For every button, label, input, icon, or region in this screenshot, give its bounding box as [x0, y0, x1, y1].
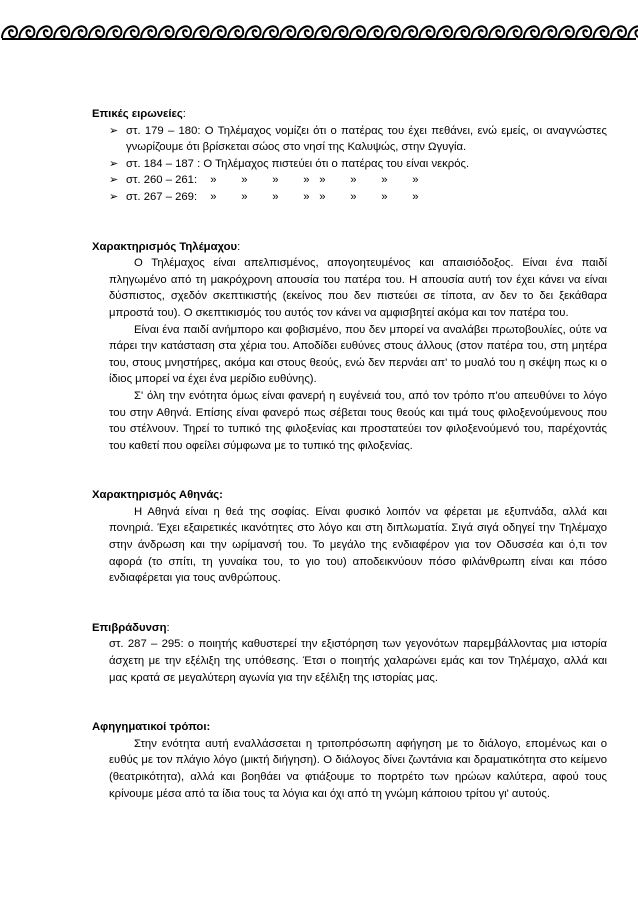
- wave-scroll-icon: [176, 26, 191, 38]
- paragraph: Η Αθηνά είναι η θεά της σοφίας. Είναι φυσικό λοιπόν να φέρεται με εξυπνάδα, αλλά και πονηριά. Έχει εξαιρετικές ικανότητες στο λόγο και στη διπλωματία. Σιγά σιγά οδηγεί την Τηλέμαχο στην άνδρωση και την ωρίμανσή του. Το μεγάλο της ενδιαφέρον για τον Οδυσσέα και ό,τι τον αφορά (το σπίτι, τη γυναίκα του, το γιο του) αποδεικνύουν πόσο φιλάνθρωπη είναι και πόσο ενδιαφέρεται για τους ανθρώπους.: [109, 505, 607, 585]
- wave-scroll-icon: [559, 26, 574, 38]
- wave-scroll-icon: [541, 26, 556, 38]
- wave-scroll-icon: [576, 26, 591, 38]
- wave-scroll-icon: [141, 26, 156, 38]
- wave-scroll-icon: [367, 26, 382, 38]
- wave-scroll-icon: [19, 26, 34, 38]
- section-heading: Επικές ειρωνείες:: [92, 108, 186, 120]
- wave-scroll-icon: [437, 26, 452, 38]
- section-delay: [92, 620, 607, 686]
- section-telemachus: [92, 239, 607, 455]
- wave-scroll-icon: [193, 26, 208, 38]
- wave-scroll-icon: [350, 26, 365, 38]
- wave-scroll-icon: [472, 26, 487, 38]
- list-item: ➢ στ. 260 – 261: » » » » » » » »: [109, 172, 607, 189]
- section-heading: Επιβράδυνση:: [92, 621, 170, 634]
- list-item: ➢ στ. 184 – 187 : Ο Τηλέμαχος πιστεύει ότι ο πατέρας του είναι νεκρός.: [109, 156, 607, 173]
- wave-scroll-icon: [420, 26, 435, 38]
- wave-scroll-icon: [507, 26, 522, 38]
- ditto-marks: » » » » » » » »: [210, 190, 419, 203]
- wave-scroll-icon: [2, 26, 17, 38]
- wave-scroll-icon: [454, 26, 469, 38]
- wave-scroll-icon: [280, 26, 295, 38]
- paragraph: Είναι ένα παιδί ανήμπορο και φοβισμένο, που δεν μπορεί να αναλάβει πρωτοβουλίες, ούτε να πάρει την κατάσταση στα χέρια του. Αποδίδει ευθύνες στους άλλους (στον πατέρα του, στη μητέρα του, στους μνηστήρες, ακόμα και στους θεούς, ενώ δεν περνάει απ' το μυαλό του η σκέψη πως κι ο ίδιος μπορεί να έχει ένα μερίδιο ευθύνης).: [109, 323, 607, 386]
- section-heading: Αφηγηματικοί τρόποι:: [92, 721, 211, 734]
- section-narrative-modes: [92, 719, 607, 802]
- wave-scroll-icon: [263, 26, 278, 38]
- wave-scroll-icon: [37, 26, 52, 38]
- wave-scroll-icon: [385, 26, 400, 38]
- arrow-bullet-icon: ➢: [109, 190, 119, 203]
- ditto-marks: » » » » » » » »: [210, 174, 419, 187]
- arrow-bullet-icon: ➢: [109, 174, 119, 187]
- list-item: ➢ στ. 179 – 180: Ο Τηλέμαχος νομίζει ότι ο πατέρας του έχει πεθάνει, ενώ εμείς, οι αναγνώστες γνωρίζουμε ότι βρίσκεται σώος στο νησί της Καλυψώς, στην Ωγυγία.: [109, 124, 607, 154]
- wave-scroll-icon: [54, 26, 69, 38]
- paragraph: Στην ενότητα αυτή εναλλάσσεται η τριτοπρόσωπη αφήγηση με το διάλογο, επομένως και ο ευθύς με τον πλάγιο λόγο (μικτή διήγηση). Ο διάλογος δίνει ζωντάνια και δραματικότητα στο κείμενο (θεατρικότητα), αλλά και βοηθάει να φτιάξουμε το πορτρέτο των ηρώων καλύτερα, αφού τους κρίνουμε μέσα από τα ίδια τους τα λόγια και όχι από τη γνώμη κάποιου τρίτου γι' αυτούς.: [109, 737, 607, 800]
- arrow-bullet-icon: ➢: [109, 157, 119, 170]
- wave-scroll-icon: [124, 26, 139, 38]
- wave-scroll-icon: [246, 26, 261, 38]
- wave-scroll-icon: [489, 26, 504, 38]
- wave-scroll-icon: [298, 26, 313, 38]
- section-heading: Χαρακτηρισμός Τηλέμαχου:: [92, 240, 241, 253]
- wave-scroll-icon: [524, 26, 539, 38]
- wave-scroll-icon: [611, 26, 626, 38]
- wave-scroll-icon: [228, 26, 243, 38]
- wave-scroll-icon: [628, 26, 638, 38]
- wave-scroll-icon: [594, 26, 609, 38]
- section-epic-ironies: [92, 106, 607, 206]
- section-athena: [92, 487, 607, 587]
- decorative-wave-border: [0, 8, 638, 48]
- wave-scroll-icon: [159, 26, 174, 38]
- document-page: [92, 106, 607, 835]
- wave-scroll-icon: [89, 26, 104, 38]
- wave-scroll-icon: [211, 26, 226, 38]
- wave-scroll-icon: [315, 26, 330, 38]
- arrow-bullet-icon: ➢: [109, 124, 119, 137]
- paragraph: Σ' όλη την ενότητα όμως είναι φανερή η ευγένειά του, από τον τρόπο π'ου απευθύνει το λόγο του στην Αθηνά. Επίσης είναι φανερό πως σέβεται τους θεούς και τιμά τους φιλοξενούμενους που του στέλνουν. Τηρεί το τυπικό της φιλοξενίας και προστατεύει τον φιλοξενούμενό του, παρέχοντάς του καθετί που οφείλει σύμφωνα με το τυπικό της φιλοξενίας.: [109, 389, 607, 452]
- wave-scroll-icon: [333, 26, 348, 38]
- list-item: ➢ στ. 267 – 269: » » » » » » » »: [109, 189, 607, 206]
- paragraph: Ο Τηλέμαχος είναι απελπισμένος, απογοητευμένος και απαισιόδοξος. Είναι ένα παιδί πληγωμένο από τη μακρόχρονη απουσία του πατέρα του. Η απουσία αυτή τον έχει κάνει να είναι δύσπιστος, σχεδόν σκεπτικιστής (εκείνος που δεν πιστεύει σε τίποτα, αν δεν το δει ξεκάθαρα μπροστά του). Ο σκεπτικισμός του αυτός τον κάνει να αμφισβητεί ακόμα και τον πατέρα του.: [109, 257, 607, 319]
- wave-scroll-icon: [106, 26, 121, 38]
- section-heading: Χαρακτηρισμός Αθηνάς:: [92, 489, 223, 502]
- wave-scroll-icon: [402, 26, 417, 38]
- wave-scroll-icon: [72, 26, 87, 38]
- irony-list: [92, 123, 607, 206]
- paragraph: στ. 287 – 295: ο ποιητής καθυστερεί την εξιστόρηση των γεγονότων παρεμβάλλοντας μια ιστορία άσχετη με την εξέλιξη της υπόθεσης. Έτσι ο ποιητής χαλαρώνει εμάς και τον Τηλέμαχο, αλλά και μας κρατά σε μεγαλύτερη αγωνία για την εξέλιξη της ιστορίας μας.: [109, 638, 607, 684]
